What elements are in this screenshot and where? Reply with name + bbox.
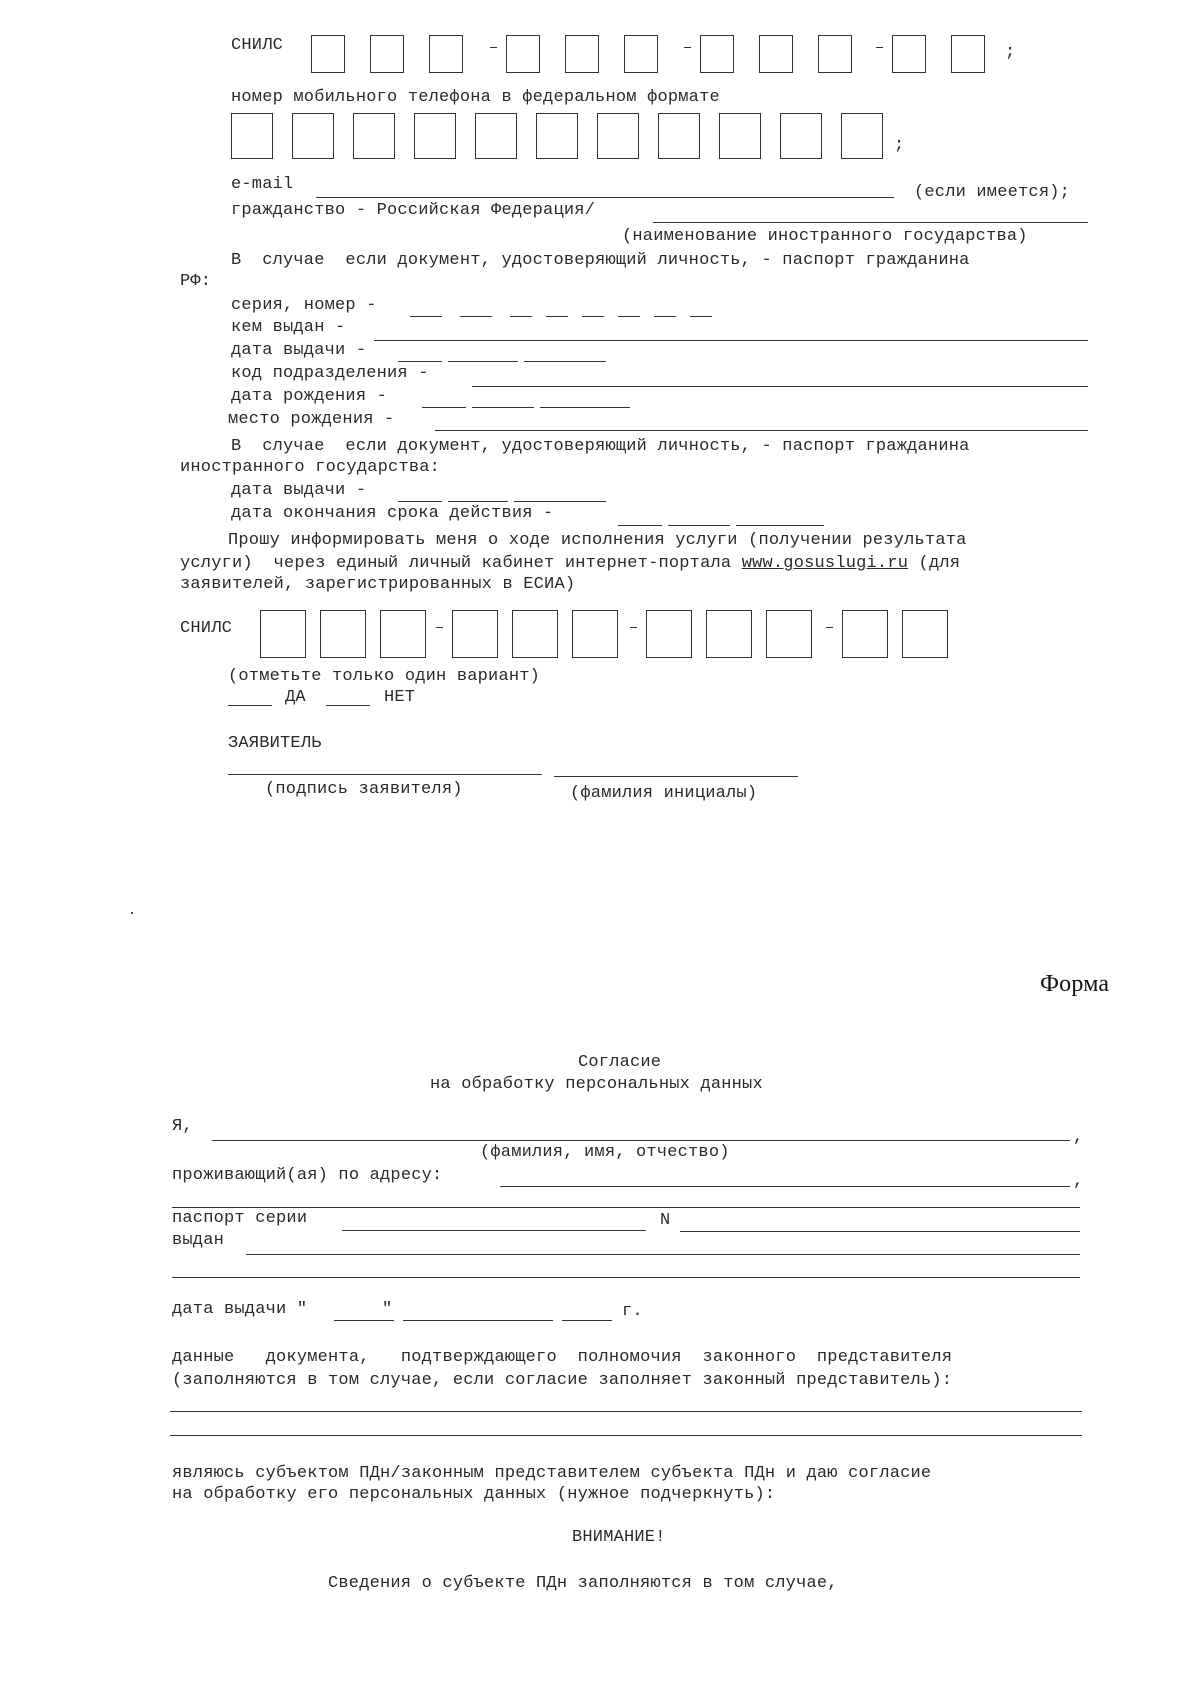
- name-caption: (фамилия инициалы): [570, 784, 758, 803]
- series-field[interactable]: [654, 316, 676, 317]
- phone-cell[interactable]: [231, 113, 273, 159]
- expiry-date-field[interactable]: [736, 525, 824, 526]
- no-field[interactable]: [326, 705, 370, 706]
- snils-separator: [876, 47, 883, 48]
- passport-series-label: паспорт серии: [172, 1209, 308, 1228]
- snils2-cell[interactable]: [902, 610, 948, 658]
- citizenship-note: (наименование иностранного государства): [622, 227, 1028, 246]
- address-label: проживающий(ая) по адресу:: [172, 1166, 443, 1185]
- year-label: г.: [622, 1302, 643, 1321]
- consent-subtitle: на обработку персональных данных: [430, 1075, 763, 1094]
- passport-number-field[interactable]: [680, 1231, 1080, 1232]
- snils2-cell[interactable]: [380, 610, 426, 658]
- series-field[interactable]: [582, 316, 604, 317]
- issue-year-field[interactable]: [562, 1320, 612, 1321]
- email-field[interactable]: [316, 197, 894, 198]
- rep-field[interactable]: [170, 1411, 1082, 1412]
- snils2-cell[interactable]: [572, 610, 618, 658]
- citizenship-label: гражданство - Российская Федерация/: [231, 201, 596, 220]
- signature-caption: (подпись заявителя): [265, 780, 463, 799]
- snils2-cell[interactable]: [320, 610, 366, 658]
- consent-title: Согласие: [578, 1053, 662, 1072]
- rf-passport-text: В случае если документ, удостоверяющий личность, - паспорт гражданина: [231, 251, 970, 270]
- series-field[interactable]: [618, 316, 640, 317]
- phone-cell[interactable]: [658, 113, 700, 159]
- fio-field[interactable]: [212, 1140, 1070, 1141]
- snils-cell[interactable]: [506, 35, 540, 73]
- rep-text: данные документа, подтверждающего полномочия законного представителя: [172, 1348, 953, 1367]
- snils-cell[interactable]: [565, 35, 599, 73]
- foreign-issue-date-field[interactable]: [398, 501, 442, 502]
- series-field[interactable]: [460, 316, 492, 317]
- snils2-cell[interactable]: [842, 610, 888, 658]
- phone-cell[interactable]: [292, 113, 334, 159]
- series-field[interactable]: [410, 316, 442, 317]
- foreign-passport-text: иностранного государства:: [180, 458, 441, 477]
- snils-cell[interactable]: [370, 35, 404, 73]
- i-label: Я,: [172, 1117, 193, 1136]
- gosuslugi-link[interactable]: www.gosuslugi.ru: [741, 554, 909, 573]
- issue-date-field[interactable]: [524, 361, 606, 362]
- phone-cell[interactable]: [414, 113, 456, 159]
- issue-day-field[interactable]: [334, 1320, 394, 1321]
- expiry-date-field[interactable]: [618, 525, 662, 526]
- rep-field[interactable]: [170, 1435, 1082, 1436]
- comma: ,: [1073, 1128, 1084, 1147]
- subject-text: на обработку его персональных данных (нужное подчеркнуть):: [172, 1485, 776, 1504]
- snils2-label: СНИЛС: [180, 619, 233, 638]
- snils-separator: [684, 47, 691, 48]
- snils2-cell[interactable]: [766, 610, 812, 658]
- snils-separator: [490, 47, 497, 48]
- issue-date-field[interactable]: [398, 361, 442, 362]
- no-label: НЕТ: [384, 688, 416, 707]
- snils-label: СНИЛС: [231, 36, 284, 55]
- snils-cell[interactable]: [818, 35, 852, 73]
- phone-cell[interactable]: [353, 113, 395, 159]
- dept-code-field[interactable]: [472, 386, 1088, 387]
- foreign-issue-date-field[interactable]: [514, 501, 606, 502]
- snils-cell[interactable]: [700, 35, 734, 73]
- snils-cell[interactable]: [892, 35, 926, 73]
- email-note: (если имеется);: [914, 183, 1071, 202]
- inform-text: [180, 554, 960, 574]
- phone-cell[interactable]: [841, 113, 883, 159]
- yes-label: ДА: [285, 688, 306, 707]
- choose-one-note: (отметьте только один вариант): [228, 667, 541, 686]
- series-field[interactable]: [546, 316, 568, 317]
- issued-field[interactable]: [246, 1254, 1080, 1255]
- birth-date-field[interactable]: [472, 407, 534, 408]
- foreign-passport-text: В случае если документ, удостоверяющий личность, - паспорт гражданина: [231, 437, 970, 456]
- inform-text: заявителей, зарегистрированных в ЕСИА): [180, 575, 576, 594]
- inform-text: Прошу информировать меня о ходе исполнения услуги (получении результата: [228, 531, 967, 550]
- snils-cell[interactable]: [759, 35, 793, 73]
- passport-number-label: N: [660, 1211, 671, 1230]
- phone-cell[interactable]: [475, 113, 517, 159]
- issue-month-field[interactable]: [403, 1320, 553, 1321]
- comma: ,: [1073, 1172, 1084, 1191]
- snils2-cell[interactable]: [706, 610, 752, 658]
- attention-heading: ВНИМАНИЕ!: [572, 1528, 666, 1547]
- birth-place-label: место рождения -: [228, 410, 395, 429]
- snils2-separator: [826, 627, 833, 628]
- issued-label: выдан: [172, 1231, 225, 1250]
- forma-heading: Форма: [1040, 971, 1110, 997]
- phone-cell[interactable]: [780, 113, 822, 159]
- dept-code-label: код подразделения -: [231, 364, 429, 383]
- birth-place-field[interactable]: [435, 430, 1088, 431]
- snils2-separator: [436, 627, 443, 628]
- rep-text: (заполняются в том случае, если согласие заполняет законный представитель):: [172, 1371, 953, 1390]
- foreign-issue-date-field[interactable]: [448, 501, 508, 502]
- expiry-date-field[interactable]: [668, 525, 730, 526]
- address-field[interactable]: [500, 1186, 1070, 1187]
- birth-date-field[interactable]: [422, 407, 466, 408]
- phone-cell[interactable]: [536, 113, 578, 159]
- passport-series-field[interactable]: [342, 1230, 646, 1231]
- email-label: e-mail: [231, 175, 294, 194]
- snils-cell[interactable]: [311, 35, 345, 73]
- series-field[interactable]: [510, 316, 532, 317]
- consent-issue-date-label: дата выдачи ": [172, 1300, 308, 1319]
- signature-field[interactable]: [228, 774, 542, 775]
- snils2-cell[interactable]: [452, 610, 498, 658]
- citizenship-field[interactable]: [653, 222, 1088, 223]
- issued-field-line2[interactable]: [172, 1277, 1080, 1278]
- birth-date-label: дата рождения -: [231, 387, 388, 406]
- snils2-cell[interactable]: [512, 610, 558, 658]
- applicant-name-field[interactable]: [554, 776, 798, 777]
- expiry-date-label: дата окончания срока действия -: [231, 504, 554, 523]
- issue-date-label: дата выдачи -: [231, 341, 367, 360]
- series-label: серия, номер -: [231, 296, 377, 315]
- quote: ": [382, 1300, 393, 1319]
- fio-caption: (фамилия, имя, отчество): [480, 1143, 730, 1162]
- yes-field[interactable]: [228, 705, 272, 706]
- phone-label: номер мобильного телефона в федеральном формате: [231, 88, 720, 107]
- snils-cell[interactable]: [624, 35, 658, 73]
- address-field-line2[interactable]: [172, 1207, 1080, 1208]
- phone-cell[interactable]: [719, 113, 761, 159]
- snils2-cell[interactable]: [646, 610, 692, 658]
- snils-cell[interactable]: [951, 35, 985, 73]
- issued-by-field[interactable]: [374, 340, 1088, 341]
- snils2-separator: [630, 627, 637, 628]
- rf-passport-text: РФ:: [180, 272, 212, 291]
- phone-cell[interactable]: [597, 113, 639, 159]
- foreign-issue-date-label: дата выдачи -: [231, 481, 367, 500]
- issued-by-label: кем выдан -: [231, 318, 346, 337]
- applicant-label: ЗАЯВИТЕЛЬ: [228, 734, 322, 753]
- issue-date-field[interactable]: [448, 361, 518, 362]
- subject-text: являюсь субъектом ПДн/законным представителем субъекта ПДн и даю согласие: [172, 1464, 932, 1483]
- semicolon: ;: [894, 136, 905, 155]
- semicolon: ;: [1005, 43, 1016, 62]
- inform-text-part: (для: [908, 554, 961, 573]
- info-text: Сведения о субъекте ПДн заполняются в том случае,: [328, 1574, 838, 1593]
- snils-cell[interactable]: [429, 35, 463, 73]
- inform-text-part: услуги) через единый личный кабинет интернет-портала: [180, 554, 742, 573]
- series-field[interactable]: [690, 316, 712, 317]
- birth-date-field[interactable]: [540, 407, 630, 408]
- snils2-cell[interactable]: [260, 610, 306, 658]
- scan-speck: [131, 912, 133, 914]
